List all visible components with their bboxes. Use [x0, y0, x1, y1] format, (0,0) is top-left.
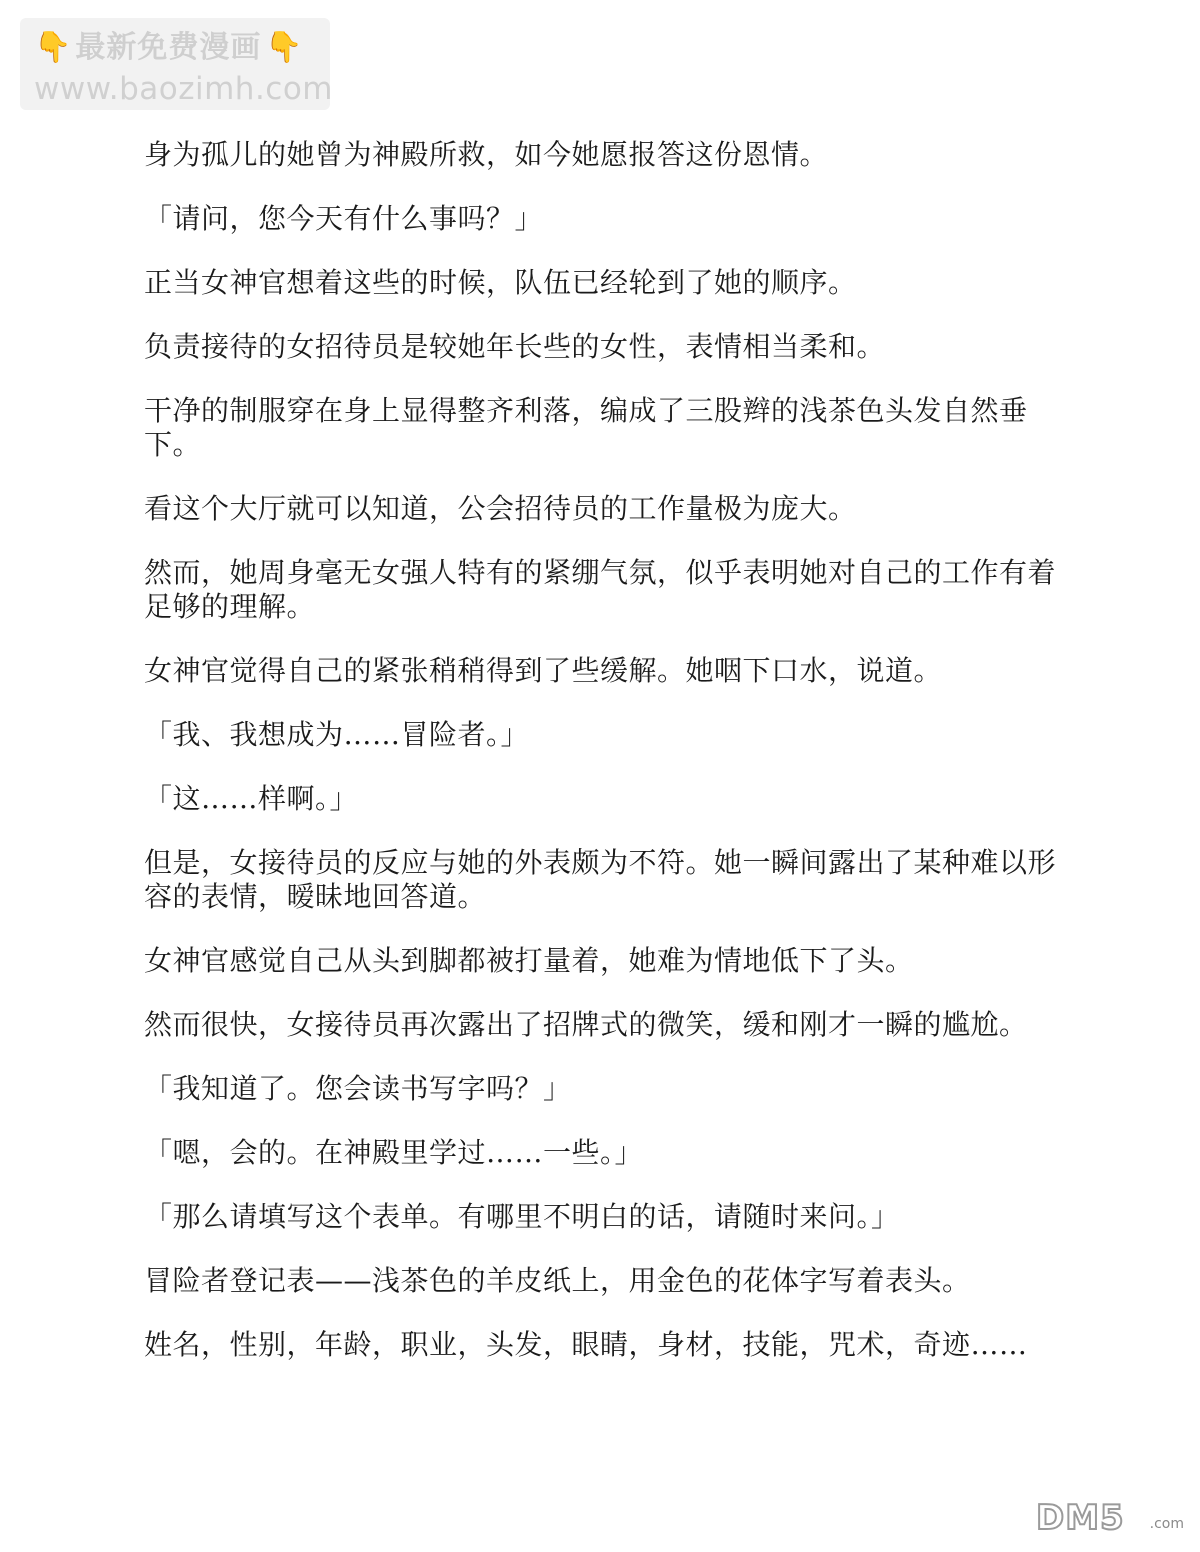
watermark-url: www.baozimh.com	[34, 71, 334, 107]
pointing-down-icon: 👇	[265, 30, 303, 65]
watermark-title: 最新免费漫画	[75, 30, 262, 65]
watermark-title-row	[34, 28, 320, 68]
paragraph: 负责接待的女招待员是较她年长些的女性，表情相当柔和。	[144, 330, 886, 363]
paragraph: 女神官感觉自己从头到脚都被打量着，她难为情地低下了头。	[144, 944, 914, 977]
paragraph: 「那么请填写这个表单。有哪里不明白的话，请随时来问。」	[144, 1200, 900, 1233]
paragraph: 看这个大厅就可以知道，公会招待员的工作量极为庞大。	[144, 492, 857, 525]
paragraph: 女神官觉得自己的紧张稍稍得到了些缓解。她咽下口水，说道。	[144, 654, 943, 687]
paragraph: 干净的制服穿在身上显得整齐利落，编成了三股辫的浅茶色头发自然垂下。	[144, 394, 1028, 461]
site-logo-suffix: .com	[1149, 1516, 1184, 1532]
paragraph: 「我、我想成为……冒险者。」	[144, 718, 530, 751]
paragraph: 「我知道了。您会读书写字吗？」	[144, 1072, 572, 1105]
paragraph: 姓名，性别，年龄，职业，头发，眼睛，身材，技能，咒术，奇迹……	[144, 1328, 1028, 1361]
paragraph: 「请问，您今天有什么事吗？」	[144, 202, 544, 235]
pointing-down-icon: 👇	[34, 30, 72, 65]
site-logo	[1036, 1486, 1186, 1542]
watermark-banner	[20, 18, 334, 110]
paragraph: 然而很快，女接待员再次露出了招牌式的微笑，缓和刚才一瞬的尴尬。	[144, 1008, 1028, 1041]
novel-text-body	[144, 138, 1058, 1392]
site-logo-text: DM5	[1036, 1498, 1125, 1538]
paragraph: 身为孤儿的她曾为神殿所救，如今她愿报答这份恩情。	[144, 138, 829, 171]
paragraph: 「嗯，会的。在神殿里学过……一些。」	[144, 1136, 644, 1169]
paragraph: 冒险者登记表——浅茶色的羊皮纸上，用金色的花体字写着表头。	[144, 1264, 971, 1297]
paragraph: 「这……样啊。」	[144, 782, 359, 815]
paragraph: 然而，她周身毫无女强人特有的紧绷气氛，似乎表明她对自己的工作有着足够的理解。	[144, 556, 1057, 623]
paragraph: 但是，女接待员的反应与她的外表颇为不符。她一瞬间露出了某种难以形容的表情，暧昧地回答道。	[144, 846, 1057, 913]
paragraph: 正当女神官想着这些的时候，队伍已经轮到了她的顺序。	[144, 266, 857, 299]
